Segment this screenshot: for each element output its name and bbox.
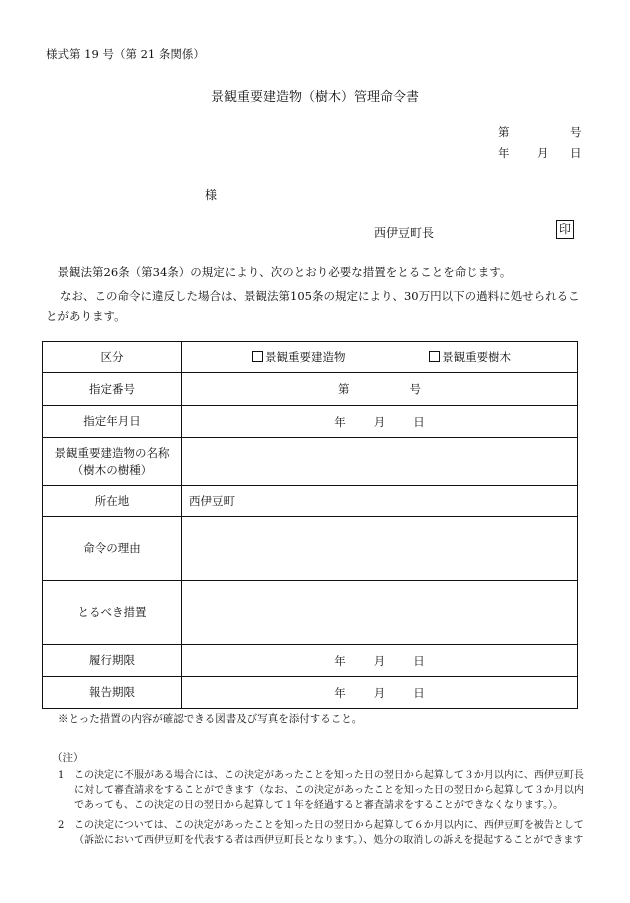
designation-number-label: 指定番号 xyxy=(43,373,182,406)
row-report-deadline xyxy=(43,677,578,709)
note-1-number: 1 xyxy=(58,770,65,781)
designation-date-month: 月 xyxy=(373,414,386,429)
option-tree-label: 景観重要樹木 xyxy=(442,350,512,364)
note-1-text: この決定に不服がある場合には、この決定があったことを知った日の翌日から起算して３か月以内に、西伊豆町長に対して審査請求をすることができます（なお、この決定があったことを知った日の翌日から起算して３か月以内であっても、この決定の日の翌日から起算して１年を経過すると審査請求をすることができなくなります。）。 xyxy=(74,770,584,811)
name-label-line2: （樹木の樹種） xyxy=(71,462,153,477)
note-2-number: 2 xyxy=(58,820,65,831)
report-deadline-month: 月 xyxy=(373,685,386,700)
reason-field[interactable] xyxy=(182,517,578,581)
category-label: 区分 xyxy=(43,342,182,373)
designation-date-field[interactable] xyxy=(182,406,578,438)
deadline-field[interactable] xyxy=(182,645,578,677)
attachment-note: ※とった措置の内容が確認できる図書及び写真を添付すること。 xyxy=(58,713,363,725)
date-day-label: 日 xyxy=(570,146,582,160)
body-paragraph-1-text: 景観法第26条（第34条）の規定により、次のとおり必要な措置をとることを命じます。 xyxy=(57,265,512,279)
name-label-line1: 景観重要建造物の名称 xyxy=(54,445,170,460)
seal-mark: 印 xyxy=(556,220,574,239)
checkbox-tree[interactable] xyxy=(429,351,440,362)
body-paragraph-1 xyxy=(46,264,511,280)
row-designation-date xyxy=(43,406,578,438)
report-deadline-label: 報告期限 xyxy=(43,677,182,709)
row-name xyxy=(43,438,578,486)
designation-number-field[interactable] xyxy=(182,373,578,406)
order-form-table xyxy=(42,341,578,709)
doc-number-label: 第 xyxy=(498,125,510,139)
deadline-label: 履行期限 xyxy=(43,645,182,677)
issuer-name: 西伊豆町長 xyxy=(374,226,435,240)
doc-number-suffix: 号 xyxy=(570,125,582,139)
document-title: 景観重要建造物（樹木）管理命令書 xyxy=(210,90,419,105)
checkbox-building[interactable] xyxy=(252,351,263,362)
location-field[interactable]: 西伊豆町 xyxy=(182,486,578,517)
body-paragraph-2: なお、この命令に違反した場合は、景観法第105条の規定により、30万円以下の過料に処せられることがあります。 xyxy=(46,289,580,323)
option-building[interactable] xyxy=(252,350,349,364)
row-deadline xyxy=(43,645,578,677)
row-reason xyxy=(43,517,578,581)
row-designation-number xyxy=(43,373,578,406)
designation-number-suffix: 号 xyxy=(409,382,421,396)
designation-date-year: 年 xyxy=(334,414,346,429)
designation-date-day: 日 xyxy=(413,414,425,429)
deadline-day: 日 xyxy=(413,653,425,668)
designation-date-label: 指定年月日 xyxy=(43,406,182,438)
deadline-month: 月 xyxy=(373,653,386,668)
notes-heading: （注） xyxy=(52,752,84,764)
measures-label: とるべき措置 xyxy=(43,581,182,645)
report-deadline-day: 日 xyxy=(413,685,425,700)
category-options xyxy=(182,342,578,373)
measures-field[interactable] xyxy=(182,581,578,645)
report-deadline-year: 年 xyxy=(334,685,346,700)
form-number: 様式第 19 号（第 21 条関係） xyxy=(46,47,205,61)
date-year-label: 年 xyxy=(498,146,510,160)
name-field[interactable] xyxy=(182,438,578,486)
option-building-label: 景観重要建造物 xyxy=(265,350,346,364)
report-deadline-field[interactable] xyxy=(182,677,578,709)
designation-number-prefix: 第 xyxy=(338,382,350,396)
addressee-suffix: 様 xyxy=(205,188,218,202)
option-tree[interactable] xyxy=(429,350,511,364)
name-label xyxy=(43,438,182,486)
row-category xyxy=(43,342,578,373)
deadline-year: 年 xyxy=(334,653,346,668)
row-location xyxy=(43,486,578,517)
date-month-label: 月 xyxy=(537,146,549,160)
row-measures xyxy=(43,581,578,645)
note-2-text: この決定については、この決定があったことを知った日の翌日から起算して６か月以内に、西伊豆町を被告として（訴訟において西伊豆町を代表する者は西伊豆町長となります。）、処分の取消しの訴えを提起することができます xyxy=(74,820,584,846)
reason-label: 命令の理由 xyxy=(43,517,182,581)
location-label: 所在地 xyxy=(43,486,182,517)
